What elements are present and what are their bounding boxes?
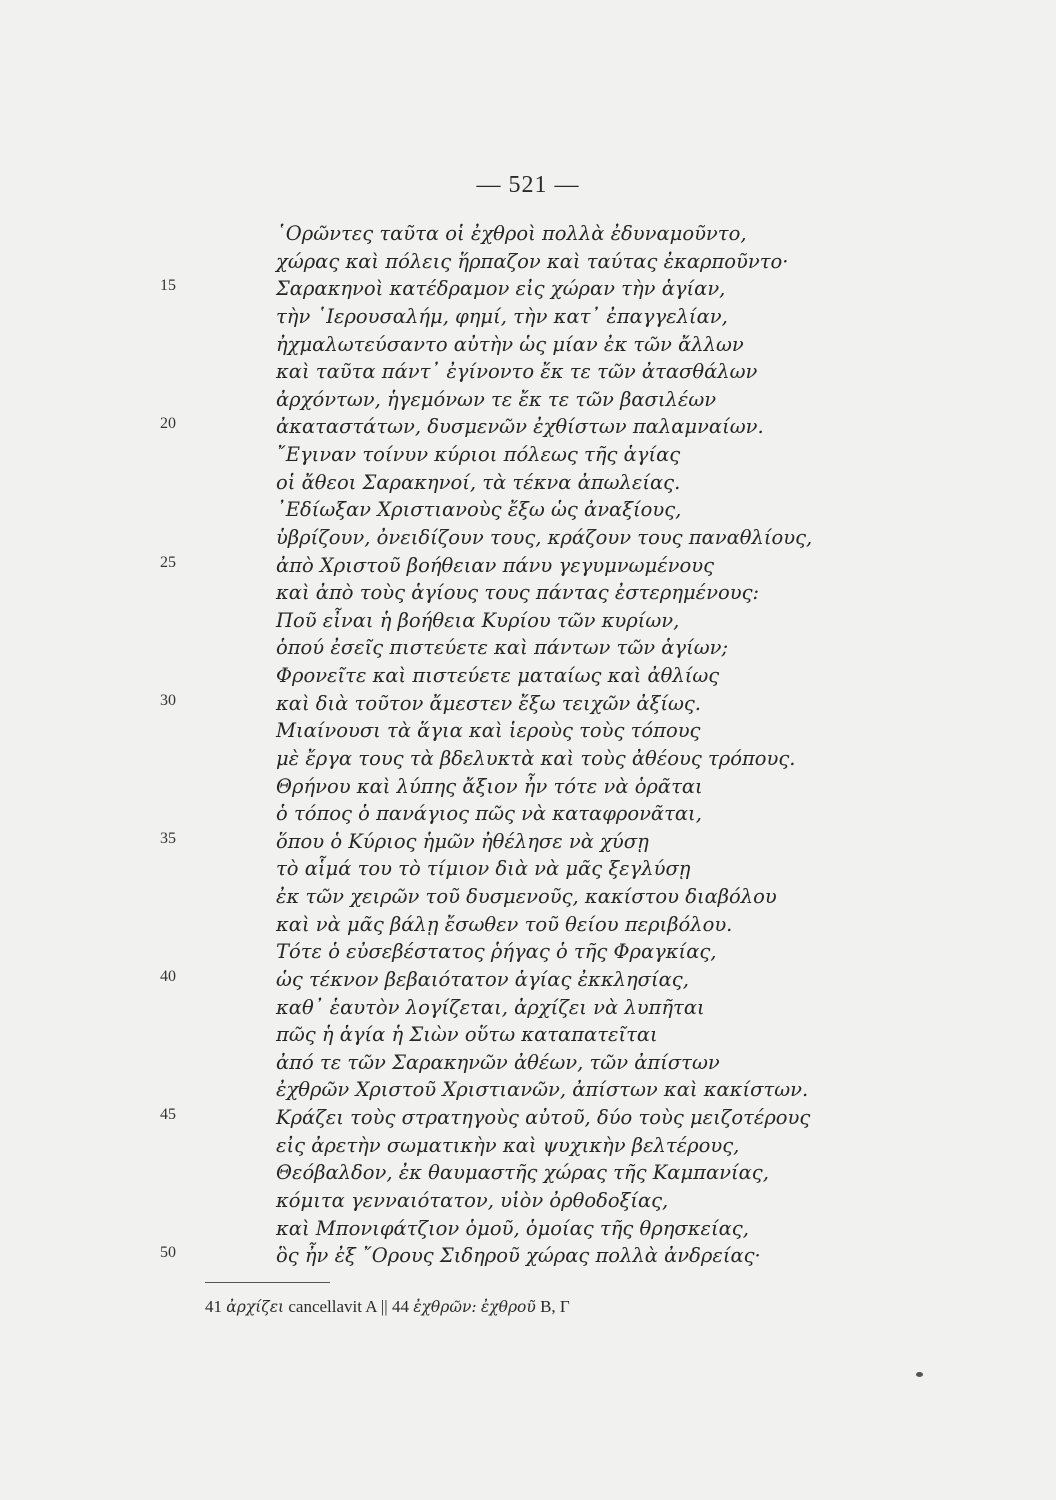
verse-text: Μιαίνουσι τὰ ἅγια καὶ ἱεροὺς τοὺς τόπους: [276, 719, 701, 743]
verse-text: ἐχθρῶν Χριστοῦ Χριστιανῶν, ἀπίστων καὶ κακίστων.: [276, 1078, 809, 1102]
verse-line: [0, 662, 1056, 690]
footnote: [205, 1297, 570, 1317]
footnote-ref: 41: [205, 1297, 222, 1316]
verse-text: ἀκαταστάτων, δυσμενῶν ἐχθίστων παλαμναίων.: [276, 415, 764, 439]
footnote-divider: [205, 1282, 330, 1283]
verse-line: [0, 855, 1056, 883]
verse-line: [0, 413, 1056, 441]
verse-text: οἱ ἄθεοι Σαρακηνοί, τὰ τέκνα ἀπωλείας.: [276, 470, 681, 494]
verse-text: τὸ αἷμά του τὸ τίμιον διὰ νὰ μᾶς ξεγλύσῃ: [276, 857, 691, 881]
footnote-lemma: ἀρχίζει: [226, 1298, 285, 1316]
verse-text: ὁ τόπος ὁ πανάγιος πῶς νὰ καταφρονᾶται,: [276, 802, 702, 826]
verse-line: [0, 994, 1056, 1022]
verse-text: Φρονεῖτε καὶ πιστεύετε ματαίως καὶ ἀθλίως: [276, 664, 720, 687]
line-number: 20: [160, 415, 176, 433]
verse-text: τὴν ῾Ιερουσαλήμ, φημί, τὴν κατ᾽ ἐπαγγελίαν,: [276, 304, 728, 328]
verse-line: [0, 911, 1056, 939]
verse-text: ἀπὸ Χριστοῦ βοήθειαν πάνυ γεγυμνωμένους: [276, 553, 715, 577]
footnote-lemma: ἐχθρῶν:: [413, 1298, 477, 1316]
verse-text: ἀρχόντων, ἡγεμόνων τε ἔκ τε τῶν βασιλέων: [276, 387, 717, 411]
verse-text: πῶς ἡ ἁγία ἡ Σιὼν οὕτω καταπατεῖται: [276, 1023, 658, 1047]
line-number: 45: [160, 1106, 176, 1123]
verse-line: [0, 773, 1056, 801]
verse-line: [0, 248, 1056, 276]
verse-line: [0, 966, 1056, 994]
verse-text: καὶ Μπονιφάτζιον ὁμοῦ, ὁμοίας τῆς θρησκείας,: [276, 1216, 749, 1240]
verse-text: κόμιτα γενναιότατον, υἱὸν ὀρθοδοξίας,: [276, 1188, 669, 1212]
verse-text: καὶ διὰ τοῦτον ἄμεστεν ἔξω τειχῶν ἀξίως.: [276, 691, 701, 715]
verse-text: ὅπου ὁ Κύριος ἡμῶν ἠθέλησε νὰ χύσῃ: [276, 829, 649, 853]
verse-text: εἰς ἀρετὴν σωματικὴν καὶ ψυχικὴν βελτέρους,: [276, 1133, 740, 1157]
verse-line: [0, 717, 1056, 745]
verse-line: [0, 1242, 1056, 1270]
verse-text: ῎Εγιναν τοίνυν κύριοι πόλεως τῆς ἁγίας: [276, 443, 681, 466]
verse-text: ἠχμαλωτεύσαντο αὐτὴν ὡς μίαν ἐκ τῶν ἄλλων: [276, 332, 744, 356]
verse-text: καὶ νὰ μᾶς βάλῃ ἔσωθεν τοῦ θείου περιβόλου.: [276, 912, 733, 936]
line-number: 40: [160, 967, 176, 985]
verse-text: ᾽Εδίωξαν Χριστιανοὺς ἔξω ὡς ἀναξίους,: [276, 498, 682, 522]
verse-line: [0, 552, 1056, 580]
verse-line: [0, 524, 1056, 552]
verse-line: [0, 1049, 1056, 1077]
line-number: 35: [160, 829, 176, 847]
verse-text: Σαρακηνοὶ κατέδραμον εἰς χώραν τὴν ἁγίαν,: [276, 277, 726, 301]
verse-line: [0, 1187, 1056, 1215]
verse-line: [0, 303, 1056, 331]
verse-line: [0, 828, 1056, 856]
verse-text: Θεόβαλδον, ἐκ θαυμαστῆς χώρας τῆς Καμπανίας,: [276, 1161, 769, 1185]
line-number: 50: [160, 1244, 176, 1262]
verse-line: [0, 800, 1056, 828]
verse-line: [0, 469, 1056, 497]
verse-line: [0, 1159, 1056, 1187]
footnote-ref: 44: [391, 1297, 409, 1316]
page-number: — 521 —: [476, 172, 580, 198]
verse-text: ἐκ τῶν χειρῶν τοῦ δυσμενοῦς, κακίστου διαβόλου: [276, 885, 777, 908]
verse-line: [0, 745, 1056, 773]
verse-line: [0, 496, 1056, 524]
verse-line: [0, 1215, 1056, 1243]
verse-line: [0, 607, 1056, 635]
verse-line: [0, 275, 1056, 303]
verse-text: μὲ ἔργα τους τὰ βδελυκτὰ καὶ τοὺς ἀθέους τρόπους.: [276, 746, 796, 770]
line-number: 30: [160, 691, 176, 709]
verse-text: ἀπό τε τῶν Σαρακηνῶν ἀθέων, τῶν ἀπίστων: [276, 1050, 720, 1074]
verse-line: [0, 690, 1056, 718]
verse-text: Θρήνου καὶ λύπης ἄξιον ἦν τότε νὰ ὁρᾶται: [276, 774, 703, 798]
verse-line: [0, 938, 1056, 966]
verse-line: [0, 634, 1056, 662]
verse-line: [0, 358, 1056, 386]
verse-text: ὡς τέκνον βεβαιότατον ἁγίας ἐκκλησίας,: [276, 967, 689, 991]
verse-text: χώρας καὶ πόλεις ἥρπαζον καὶ ταύτας ἐκαρποῦντο·: [276, 249, 789, 273]
footnote-separator: ||: [380, 1297, 388, 1316]
verse-line: [0, 220, 1056, 248]
footnote-variant: ἐχθροῦ: [480, 1298, 536, 1316]
verse-text: ὃς ἦν ἐξ ῎Ορους Σιδηροῦ χώρας πολλὰ ἀνδρείας·: [276, 1244, 761, 1268]
verse-line: [0, 331, 1056, 359]
verse-line: [0, 883, 1056, 911]
verse-text: Ποῦ εἶναι ἡ βοήθεια Κυρίου τῶν κυρίων,: [276, 608, 680, 632]
verse-line: [0, 386, 1056, 414]
verse-text: ὑβρίζουν, ὀνειδίζουν τους, κράζουν τους παναθλίους,: [276, 525, 813, 549]
verse-text: Κράζει τοὺς στρατηγοὺς αὐτοῦ, δύο τοὺς μειζοτέρους: [276, 1106, 811, 1129]
line-number: 25: [160, 553, 176, 571]
verse-text: Τότε ὁ εὐσεβέστατος ῥήγας ὁ τῆς Φραγκίας,: [276, 940, 717, 964]
verse-text: καὶ ταῦτα πάντ᾽ ἐγίνοντο ἔκ τε τῶν ἀτασθάλων: [276, 360, 758, 384]
verse-text: καὶ ἀπὸ τοὺς ἁγίους τους πάντας ἐστερημένους:: [276, 581, 760, 605]
verse-line: [0, 1076, 1056, 1104]
verse-text: ῾Ορῶντες ταῦτα οἱ ἐχθροὶ πολλὰ ἐδυναμοῦντο,: [276, 222, 747, 245]
line-number: 15: [160, 277, 176, 295]
verse-text: καθ᾽ ἑαυτὸν λογίζεται, ἀρχίζει νὰ λυπῆται: [276, 995, 705, 1019]
footnote-sigla: Β, Γ: [540, 1297, 570, 1316]
verse-line: [0, 1104, 1056, 1132]
verse-block: [0, 220, 1056, 1270]
verse-line: [0, 579, 1056, 607]
verse-line: [0, 441, 1056, 469]
verse-line: [0, 1021, 1056, 1049]
verse-line: [0, 1132, 1056, 1160]
verse-text: ὁπού ἐσεῖς πιστεύετε καὶ πάντων τῶν ἁγίων;: [276, 636, 729, 660]
footnote-note: cancellavit A: [288, 1297, 377, 1316]
ink-speck: [916, 1372, 923, 1377]
